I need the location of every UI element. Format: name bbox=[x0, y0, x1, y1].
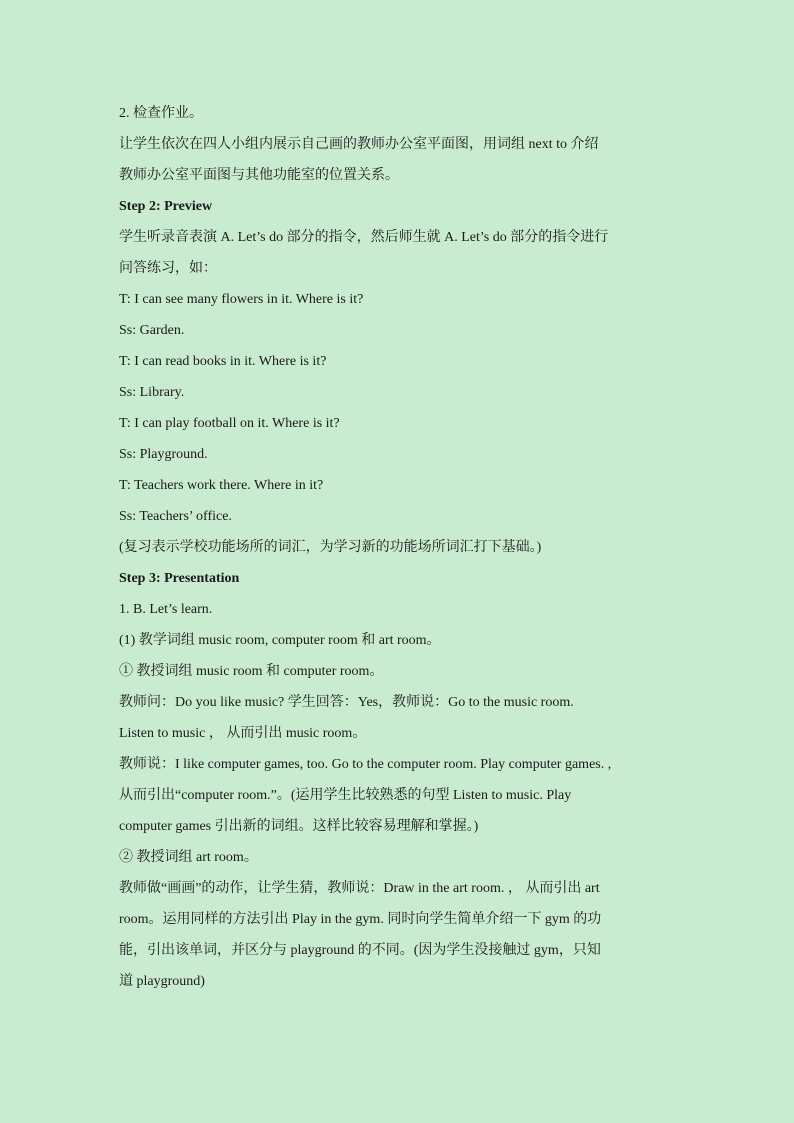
text-line: Ss: Playground. bbox=[119, 447, 208, 462]
text-line: 问答练习，如： bbox=[119, 261, 217, 276]
text-line: T: I can play football on it. Where is it? bbox=[119, 416, 340, 431]
text-line: 道 playground) bbox=[119, 974, 205, 989]
text-line: T: I can see many flowers in it. Where is it? bbox=[119, 292, 364, 307]
text-line: 教师问：Do you like music? 学生回答：Yes，教师说：Go to the music room. bbox=[119, 695, 574, 710]
text-line: T: I can read books in it. Where is it? bbox=[119, 354, 327, 369]
text-line: Listen to music ， 从而引出 music room。 bbox=[119, 726, 367, 741]
section-heading: Step 2: Preview bbox=[119, 199, 213, 214]
text-line: T: Teachers work there. Where in it? bbox=[119, 478, 324, 493]
text-line: 2. 检查作业。 bbox=[119, 106, 203, 121]
text-line: ① 教授词组 music room 和 computer room。 bbox=[119, 664, 384, 679]
text-line: Ss: Garden. bbox=[119, 323, 185, 338]
text-line: Ss: Teachers’ office. bbox=[119, 509, 232, 524]
text-line: 学生听录音表演 A. Let’s do 部分的指令，然后师生就 A. Let’s do 部分的指令进行 bbox=[119, 230, 609, 245]
text-line: (复习表示学校功能场所的词汇，为学习新的功能场所词汇打下基础。) bbox=[119, 540, 542, 555]
text-line: 教师做“画画”的动作，让学生猜，教师说：Draw in the art room. ， 从而引出 art bbox=[119, 881, 600, 896]
document-body bbox=[119, 98, 679, 997]
text-line: 让学生依次在四人小组内展示自己画的教师办公室平面图，用词组 next to 介绍 bbox=[119, 137, 599, 152]
text-line: 能，引出该单词，并区分与 playground 的不同。(因为学生没接触过 gym，只知 bbox=[119, 943, 601, 958]
text-line: 1. B. Let’s learn. bbox=[119, 602, 213, 617]
text-line: 从而引出“computer room.”。(运用学生比较熟悉的句型 Listen to music. Play bbox=[119, 788, 572, 803]
section-heading: Step 3: Presentation bbox=[119, 571, 240, 586]
text-line: computer games 引出新的词组。这样比较容易理解和掌握。) bbox=[119, 819, 479, 834]
text-line: room。运用同样的方法引出 Play in the gym. 同时向学生简单介绍一下 gym 的功 bbox=[119, 912, 602, 927]
text-line: 教师办公室平面图与其他功能室的位置关系。 bbox=[119, 168, 399, 183]
text-line: (1) 教学词组 music room, computer room 和 art room。 bbox=[119, 633, 441, 648]
text-line: Ss: Library. bbox=[119, 385, 185, 400]
text-line: 教师说：I like computer games, too. Go to the computer room. Play computer games. , bbox=[119, 757, 612, 772]
text-line: ② 教授词组 art room。 bbox=[119, 850, 258, 865]
